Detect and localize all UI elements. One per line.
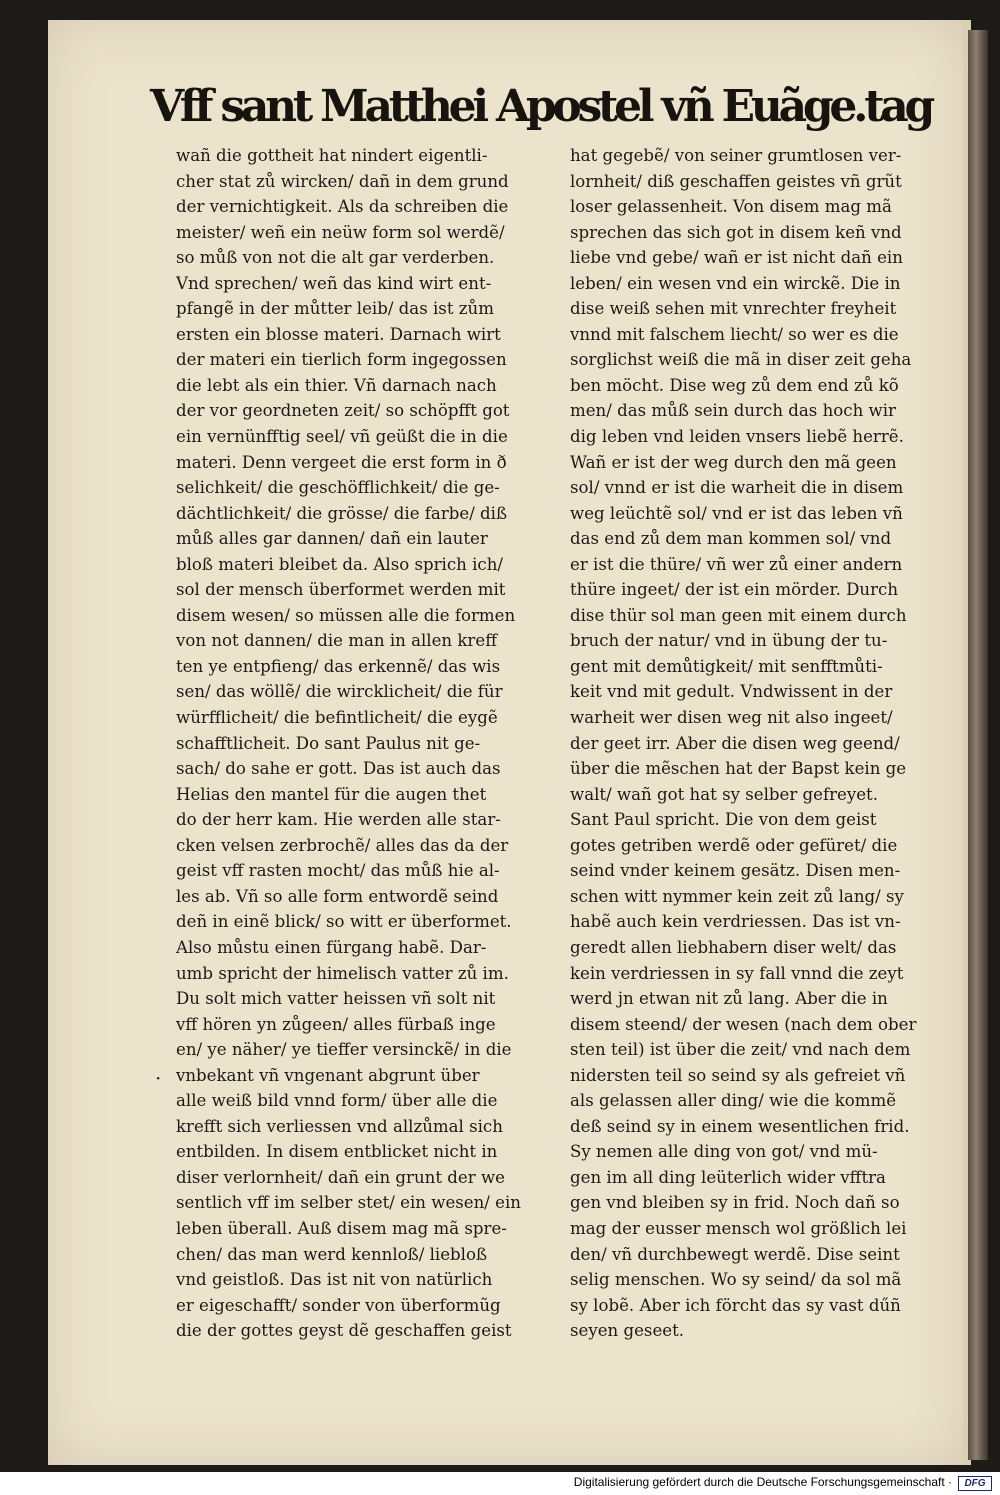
text-line: krefft sich verliessen vnd allzůmal sich	[176, 1116, 503, 1136]
text-column-right	[570, 143, 944, 1344]
text-line: Also můstu einen fürgang habẽ. Dar-	[176, 937, 487, 957]
text-line: würfflicheit/ die befintlicheit/ die eygẽ	[176, 708, 498, 728]
text-line: deñ in einẽ blick/ so witt er überformet.	[176, 912, 512, 932]
text-line: bloß materi bleibet da. Also sprich ich/	[176, 554, 503, 574]
text-line: sten teil) ist über die zeit/ vnd nach dem	[570, 1040, 911, 1060]
text-line: men/ das můß sein durch das hoch wir	[570, 401, 896, 421]
text-line: wañ die gottheit hat nindert eigentli-	[176, 146, 488, 165]
text-line: warheit wer disen weg nit also ingeet/	[570, 708, 893, 728]
text-line: geist vff rasten mocht/ das můß hie al-	[176, 861, 500, 881]
text-line: habẽ auch kein verdriessen. Das ist vn-	[570, 912, 901, 932]
text-line: liebe vnd gebe/ wañ er ist nicht dañ ein	[570, 248, 903, 268]
text-line: entbilden. In disem entblicket nicht in	[176, 1142, 498, 1162]
text-line: vff hören yn zůgeen/ alles fürbaß inge	[176, 1014, 496, 1034]
text-line: chen/ das man werd kennloß/ liebloß	[176, 1244, 488, 1264]
text-line: disem wesen/ so müssen alle die formen	[176, 605, 516, 625]
text-line: von not dannen/ die man in allen kreff	[176, 631, 497, 651]
text-line: so můß von not die alt gar verderben.	[176, 248, 495, 268]
text-line: sy lobẽ. Aber ich förcht das sy vast dűñ	[570, 1295, 901, 1315]
text-line: selichkeit/ die geschöfflichkeit/ die ge-	[176, 478, 500, 498]
text-line: Du solt mich vatter heissen vñ solt nit	[176, 989, 496, 1009]
text-line: dise weiß sehen mit vnrechter freyheit	[570, 299, 897, 319]
text-line: umb spricht der himelisch vatter zů im.	[176, 963, 509, 983]
text-line: leben/ ein wesen vnd ein wirckẽ. Die in	[570, 273, 901, 293]
text-line: gotes getriben werdẽ oder gefüret/ die	[570, 835, 898, 855]
dfg-logo: DFG	[958, 1476, 992, 1491]
text-line: alle weiß bild vnnd form/ über alle die	[176, 1091, 498, 1111]
text-line: sen/ das wöllẽ/ die wircklicheit/ die für	[176, 682, 503, 702]
text-line: Helias den mantel für die augen thet	[176, 784, 487, 804]
text-line: disem steend/ der wesen (nach dem ober	[570, 1014, 917, 1034]
text-line: ben möcht. Dise weg zů dem end zů kõ	[570, 375, 899, 395]
running-head: Vff sant Matthei Apostel vñ Euãge.tag	[150, 81, 932, 132]
funding-credit: Digitalisierung gefördert durch die Deutsche Forschungsgemeinschaft ·	[573, 1475, 952, 1489]
text-line: geredt allen liebhabern diser welt/ das	[570, 937, 897, 957]
text-line: Vnd sprechen/ weñ das kind wirt ent-	[176, 273, 492, 293]
text-line: Wañ er ist der weg durch den mã geen	[570, 452, 897, 472]
text-line: gen im all ding leüterlich wider vfftra	[570, 1167, 886, 1187]
text-line: schen witt nymmer kein zeit zů lang/ sy	[570, 886, 904, 906]
text-line: kein verdriessen in sy fall vnnd die zeyt	[570, 963, 904, 983]
text-line: materi. Denn vergeet die erst form in ð	[176, 452, 507, 472]
text-line: gent mit demůtigkeit/ mit senfftmůti-	[570, 656, 883, 676]
text-line: můß alles gar dannen/ dañ ein lauter	[176, 529, 488, 549]
text-line: ersten ein blosse materi. Darnach wirt	[176, 324, 501, 344]
text-line: ten ye entpfieng/ das erkennẽ/ das wis	[176, 656, 501, 676]
text-line: do der herr kam. Hie werden alle star-	[176, 810, 501, 830]
text-line: sprechen das sich got in disem keñ vnd	[570, 222, 902, 242]
text-line: vnnd mit falschem liecht/ so wer es die	[570, 324, 899, 344]
text-line: meister/ weñ ein neüw form sol werdẽ/	[176, 222, 505, 242]
margin-mark: ·	[155, 1066, 162, 1090]
text-line: seind vnder keinem gesätz. Disen men-	[570, 861, 901, 881]
text-line: die der gottes geyst dẽ geschaffen geist	[176, 1321, 512, 1341]
text-line: der vernichtigkeit. Als da schreiben die	[176, 197, 509, 217]
text-line: cher stat zů wircken/ dañ in dem grund	[176, 171, 509, 191]
text-line: der geet irr. Aber die disen weg geend/	[570, 733, 900, 753]
text-line: en/ ye näher/ ye tieffer versinckẽ/ in die	[176, 1040, 512, 1060]
text-line: der vor geordneten zeit/ so schöpfft got	[176, 401, 510, 421]
text-line: dig leben vnd leiden vnsers liebẽ herrẽ.	[570, 427, 904, 447]
text-line: thüre ingeet/ der ist ein mörder. Durch	[570, 580, 899, 600]
text-line: als gelassen aller ding/ wie die kommẽ	[570, 1091, 897, 1111]
text-line: sach/ do sahe er gott. Das ist auch das	[176, 759, 501, 779]
text-line: das end zů dem man kommen sol/ vnd	[570, 529, 892, 549]
footer-bar	[0, 1472, 1000, 1495]
text-line: walt/ wañ got hat sy selber gefreyet.	[570, 784, 879, 804]
text-line: dise thür sol man geen mit einem durch	[570, 605, 907, 625]
text-line: sol/ vnnd er ist die warheit die in disem	[570, 478, 904, 498]
text-line: sorglichst weiß die mã in diser zeit geha	[570, 350, 912, 370]
text-line: selig menschen. Wo sy seind/ da sol mã	[570, 1270, 902, 1290]
text-line: ein vernünfftig seel/ vñ geüßt die in die	[176, 427, 508, 447]
text-line: gen vnd bleiben sy in frid. Noch dañ so	[570, 1193, 900, 1213]
text-line: der materi ein tierlich form ingegossen	[176, 350, 507, 370]
text-line: er eigeschafft/ sonder von überformũg	[176, 1295, 501, 1315]
text-column-left	[176, 143, 554, 1344]
text-line: mag der eusser mensch wol größlich lei	[570, 1218, 907, 1238]
text-line: sol der mensch überformet werden mit	[176, 580, 506, 600]
text-line: loser gelassenheit. Von disem mag mã	[570, 197, 892, 217]
text-line: vnbekant vñ vngenant abgrunt über	[176, 1065, 480, 1085]
text-line: nidersten teil so seind sy als gefreiet vñ	[570, 1065, 906, 1085]
text-line: schafftlicheit. Do sant Paulus nit ge-	[176, 733, 481, 753]
text-line: pfangẽ in der můtter leib/ das ist zům	[176, 299, 494, 319]
text-line: hat gegebẽ/ von seiner grumtlosen ver-	[570, 146, 902, 165]
text-line: deß seind sy in einem wesentlichen frid.	[570, 1116, 910, 1136]
text-line: keit vnd mit gedult. Vndwissent in der	[570, 682, 893, 702]
page-edge	[968, 30, 988, 1460]
text-line: Sy nemen alle ding von got/ vnd mü-	[570, 1142, 878, 1162]
text-line: werd jn etwan nit zů lang. Aber die in	[570, 989, 888, 1009]
text-line: lornheit/ diß geschaffen geistes vñ grũt	[570, 171, 902, 191]
text-line: vnd geistloß. Das ist nit von natürlich	[176, 1270, 493, 1290]
text-line: Sant Paul spricht. Die von dem geist	[570, 810, 877, 830]
text-line: diser verlornheit/ dañ ein grunt der we	[176, 1167, 505, 1187]
text-line: seyen geseet.	[570, 1321, 685, 1341]
text-line: leben überall. Auß disem mag mã spre-	[176, 1218, 507, 1238]
text-line: weg leüchtẽ sol/ vnd er ist das leben vñ	[570, 503, 903, 523]
text-line: die lebt als ein thier. Vñ darnach nach	[176, 375, 497, 395]
text-line: den/ vñ durchbewegt werdẽ. Dise seint	[570, 1244, 900, 1264]
text-line: bruch der natur/ vnd in übung der tu-	[570, 631, 888, 651]
text-line: les ab. Vñ so alle form entwordẽ seind	[176, 886, 499, 906]
text-line: er ist die thüre/ vñ wer zů einer andern	[570, 554, 903, 574]
text-line: cken velsen zerbrochẽ/ alles das da der	[176, 835, 509, 855]
text-line: über die mẽschen hat der Bapst kein ge	[570, 759, 907, 779]
text-line: sentlich vff im selber stet/ ein wesen/ ein	[176, 1193, 521, 1213]
text-line: dächtlichkeit/ die grösse/ die farbe/ diß	[176, 503, 508, 523]
